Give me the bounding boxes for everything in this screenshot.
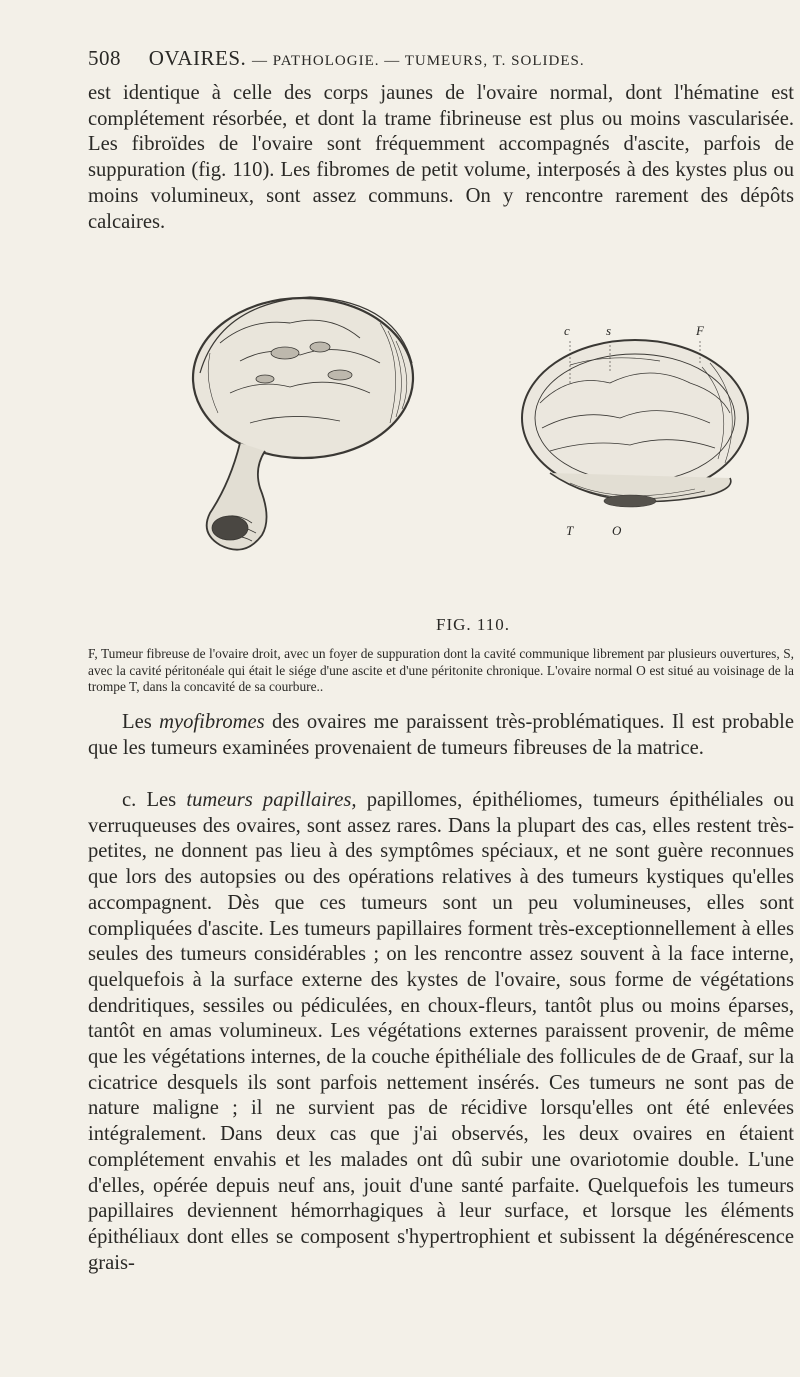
paragraph-2-term: myofibromes [159, 711, 265, 733]
page-number: 508 [88, 46, 121, 70]
figure-110-illustration [190, 283, 790, 613]
figure-letter-t: T [566, 523, 574, 538]
running-header [88, 46, 728, 71]
header-running-title: — PATHOLOGIE. — TUMEURS, T. SOLIDES. [252, 53, 585, 69]
paragraph-3-lead: c. Les [122, 789, 187, 811]
paragraph-2-body: des ovaires me paraissent très-problématiques. Il est probable que les tumeurs examinées provenaient de tumeurs fibreuses de la matrice. [88, 711, 794, 759]
paragraph-3-body: papillomes, épithéliomes, tumeurs épithéliales ou verruqueuses des ovaires, sont assez rares. Dans la plupart des cas, elles restent très-petites, ne donnent pas lieu à des symptômes spéciaux, et ne sont guère reconnues que lors des autopsies ou des opérations relatives à des tumeurs kystiques qu'elles accompagnent. Dès que ces tumeurs sont un peu volumineuses, elles sont compliquées d'ascite. Les tumeurs papillaires forment très-exceptionnellement à elles seules des tumeurs considérables ; on les rencontre assez souvent à la face interne, quelquefois à la surface externe des kystes de l'ovaire, sous forme de végétations dendritiques, sessiles ou pédiculées, en choux-fleurs, tantôt plus ou moins éparses, tantôt en amas volumineux. Les végétations externes paraissent provenir, de même que les végétations internes, de la couche épithéliale des follicules de de Graaf, sur la cicatrice desquels ils sont parfois nettement insérés. Ces tumeurs ne sont pas de nature maligne ; il ne survient pas de récidive lorsqu'elles ont été enlevées intégralement. Dans deux cas que j'ai observés, les deux ovaires en étaient complétement envahis et les malades ont dû subir une ovariotomie double. L'une d'elles, opérée depuis neuf ans, jouit d'une santé parfaite. Quelquefois les tumeurs papillaires deviennent hémorrhagiques à leur surface, et lorsque les éléments épithéliaux dont elles se composent s'hypertrophient et subissent la dégénérescence grais- [88, 789, 794, 1274]
figure-letter-s: s [606, 323, 612, 338]
figure-letter-c: c [564, 323, 570, 338]
fibrous-tumour-drawing [193, 297, 413, 550]
figure-letter-o: O [612, 523, 622, 538]
paragraph-3 [88, 788, 794, 1276]
paragraph-2-lead: Les [122, 711, 160, 733]
figure-letter-f: F [696, 323, 704, 338]
paragraph-1: est identique à celle des corps jaunes de l'ovaire normal, dont l'hématine est complétement résorbée, et dont la trame fibrineuse est plus ou moins vascularisée. Les fibroïdes de l'ovaire sont fréquemment accompagnés d'ascite, parfois de suppuration (fig. 110). Les fibromes de petit volume, interposés à des kystes plus ou moins volumineux, sont assez communs. On y rencontre rarement des dépôts calcaires. [88, 82, 794, 233]
figure-label: FIG. 110. [436, 615, 511, 634]
ovary-section-drawing [522, 340, 748, 507]
figure-caption: F, Tumeur fibreuse de l'ovaire droit, avec un foyer de suppuration dont la cavité communique librement par plusieurs ouvertures, S, avec la cavité péritonéale qui était le siége d'une ascite et d'une péritonite chronique. L'ovaire normal O est situé au voisinage de la trompe T, dans la concavité de sa courbure.. [88, 646, 794, 694]
paragraph-2 [88, 710, 794, 761]
paragraph-3-term: tumeurs papillaires, [186, 789, 357, 811]
header-title: OVAIRES. [148, 46, 247, 70]
